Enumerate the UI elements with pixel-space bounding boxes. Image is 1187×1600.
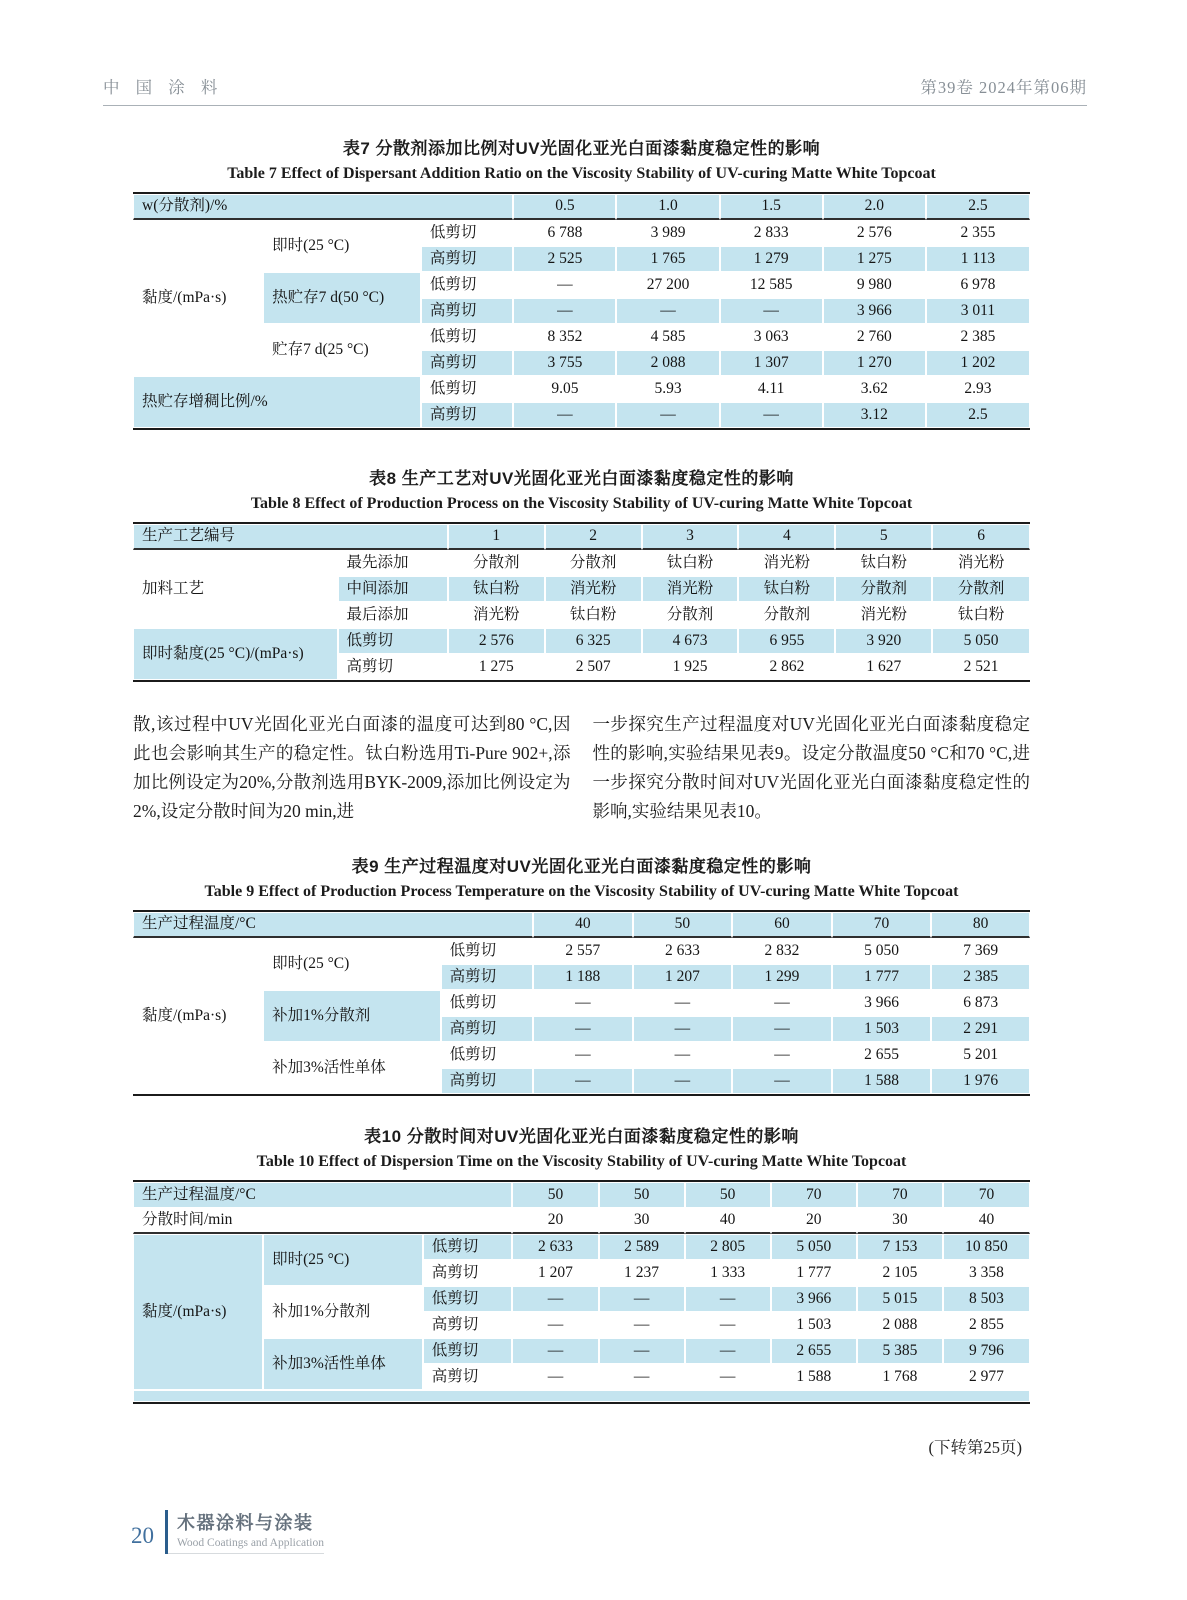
table-cell: — [732, 990, 832, 1016]
table-cell: 1 777 [771, 1260, 857, 1286]
table-cell: 1 503 [832, 1016, 932, 1042]
table10-title-en: Table 10 Effect of Dispersion Time on the Viscosity Stability of UV-curing Matte White Topcoat [256, 1153, 907, 1170]
table-cell: 70 [943, 1182, 1030, 1208]
table-cell: 1 925 [642, 654, 739, 680]
table-cell: 低剪切 [423, 1234, 513, 1260]
table-cell: 低剪切 [441, 938, 533, 964]
table-cell: 热贮存7 d(50 °C) [263, 272, 421, 324]
page-footer [131, 1509, 324, 1554]
footer-section-zh: 木器涂料与涂装 [177, 1513, 314, 1533]
table-cell: 3 966 [823, 298, 926, 324]
table-cell: 分散剂 [448, 550, 545, 576]
table-cell: 40 [533, 912, 633, 938]
table-cell: — [685, 1286, 771, 1312]
table-cell: 低剪切 [338, 628, 448, 654]
table-cell: 5 050 [832, 938, 932, 964]
table-cell: 8 352 [513, 324, 616, 350]
table-cell: 高剪切 [421, 246, 513, 272]
table7-title-zh: 表7 分散剂添加比例对UV光固化亚光白面漆黏度稳定性的影响 [342, 139, 821, 158]
table-cell: 1.5 [720, 194, 823, 220]
table-cell: 钛白粉 [835, 550, 932, 576]
table-cell: — [533, 1016, 633, 1042]
table-cell: 1 333 [685, 1260, 771, 1286]
table-cell: 2 655 [771, 1338, 857, 1364]
table-cell: 2.5 [926, 194, 1030, 220]
table-cell: — [616, 402, 719, 428]
footer-section-en: Wood Coatings and Application [177, 1537, 324, 1549]
table-cell: 3 358 [943, 1260, 1030, 1286]
table-cell: 2 385 [926, 324, 1030, 350]
table-cell: 即时(25 °C) [263, 938, 441, 990]
table-cell: 4.11 [720, 376, 823, 402]
table-cell: 2 655 [832, 1042, 932, 1068]
table-cell: — [720, 298, 823, 324]
table-10 [133, 1180, 1030, 1404]
table-cell: 5 385 [857, 1338, 943, 1364]
table-cell: 分散剂 [835, 576, 932, 602]
table-cell: — [732, 1016, 832, 1042]
table9-title-zh: 表9 生产过程温度对UV光固化亚光白面漆黏度稳定性的影响 [351, 857, 812, 876]
table-cell: — [633, 1016, 733, 1042]
table-cell: 补加3%活性单体 [263, 1042, 441, 1094]
journal-name: 中 国 涂 料 [103, 78, 224, 97]
table-cell: — [512, 1312, 598, 1338]
paragraph-left-column: 散,该过程中UV光固化亚光白面漆的温度可达到80 °C,因此也会影响其生产的稳定性。钛白粉选用Ti-Pure 902+,添加比例设定为20%,分散剂选用BYK-2009,添加比例设定为2%,设定分散时间为20 min,进 [133, 714, 571, 821]
table-cell: 消光粉 [545, 576, 642, 602]
table-cell: 30 [599, 1208, 685, 1234]
table-cell: — [512, 1338, 598, 1364]
table-cell: — [732, 1042, 832, 1068]
table-cell: 70 [771, 1182, 857, 1208]
table-cell: 1 275 [448, 654, 545, 680]
table-cell [133, 1390, 1030, 1402]
table-cell: 8 503 [943, 1286, 1030, 1312]
table-cell: 2 633 [633, 938, 733, 964]
table9-section [133, 852, 1030, 1096]
table-cell: 3 755 [513, 350, 616, 376]
table-cell: — [513, 298, 616, 324]
table-cell: — [513, 272, 616, 298]
table-cell: 即时(25 °C) [263, 1234, 423, 1286]
table-cell: 1 188 [533, 964, 633, 990]
table-cell: 3 063 [720, 324, 823, 350]
table-cell: 低剪切 [421, 272, 513, 298]
table-cell: 2 832 [732, 938, 832, 964]
table-cell: 2 760 [823, 324, 926, 350]
table7-title-en: Table 7 Effect of Dispersant Addition Ratio on the Viscosity Stability of UV-curing Matte White Topcoat [227, 165, 936, 182]
table-cell: 1 270 [823, 350, 926, 376]
table-cell: 70 [857, 1182, 943, 1208]
table-cell: 1 275 [823, 246, 926, 272]
table-cell: 5 015 [857, 1286, 943, 1312]
body-text [133, 710, 1030, 826]
table-cell: 生产过程温度/°C [133, 1182, 512, 1208]
table-cell: 60 [732, 912, 832, 938]
table-cell: 2 589 [599, 1234, 685, 1260]
table-cell: 低剪切 [441, 1042, 533, 1068]
table-cell: 2 855 [943, 1312, 1030, 1338]
table-9 [133, 910, 1030, 1096]
table-cell: — [599, 1338, 685, 1364]
table-cell: 6 788 [513, 220, 616, 246]
table-cell: 分散剂 [738, 602, 835, 628]
table-cell: 最先添加 [338, 550, 448, 576]
table-cell: 低剪切 [421, 324, 513, 350]
table-cell: 4 673 [642, 628, 739, 654]
table-cell: 2 557 [533, 938, 633, 964]
table-cell: 20 [771, 1208, 857, 1234]
table-cell: 1 207 [633, 964, 733, 990]
table-cell: 10 850 [943, 1234, 1030, 1260]
table-cell: 黏度/(mPa·s) [133, 938, 263, 1094]
table-cell: 钛白粉 [545, 602, 642, 628]
table-cell: 2 521 [932, 654, 1030, 680]
table-cell: 12 585 [720, 272, 823, 298]
table-cell: w(分散剂)/% [133, 194, 513, 220]
table-cell: 钛白粉 [738, 576, 835, 602]
table-cell: 最后添加 [338, 602, 448, 628]
table-cell: 高剪切 [421, 402, 513, 428]
table-cell: 20 [512, 1208, 598, 1234]
table-cell: 1 627 [835, 654, 932, 680]
table-cell: 中间添加 [338, 576, 448, 602]
table-cell: 1 237 [599, 1260, 685, 1286]
table-cell: 50 [599, 1182, 685, 1208]
table-7 [133, 192, 1030, 430]
table-cell: 7 369 [931, 938, 1030, 964]
table-cell: 2 862 [738, 654, 835, 680]
table-cell: 1 307 [720, 350, 823, 376]
table-cell: 3 966 [832, 990, 932, 1016]
table-cell: 9.05 [513, 376, 616, 402]
table-cell: 3 966 [771, 1286, 857, 1312]
table-cell: 2 576 [823, 220, 926, 246]
table-cell: 即时(25 °C) [263, 220, 421, 272]
table-cell: 9 980 [823, 272, 926, 298]
table-cell: 9 796 [943, 1338, 1030, 1364]
page-header [103, 74, 1087, 106]
table7-section [133, 134, 1030, 430]
table-8 [133, 522, 1030, 682]
table10-section [133, 1122, 1030, 1404]
table-cell: 1 [448, 524, 545, 550]
table-cell: 补加3%活性单体 [263, 1338, 423, 1390]
table-cell: 黏度/(mPa·s) [133, 1234, 263, 1390]
table-cell: — [685, 1312, 771, 1338]
table-cell: 高剪切 [423, 1312, 513, 1338]
table-cell: 3.62 [823, 376, 926, 402]
table-cell: 2 291 [931, 1016, 1030, 1042]
table-cell: 80 [931, 912, 1030, 938]
page-number: 20 [131, 1522, 154, 1548]
table-cell: 消光粉 [448, 602, 545, 628]
table-cell: 1.0 [616, 194, 719, 220]
table-cell: 1 777 [832, 964, 932, 990]
table-cell: 5.93 [616, 376, 719, 402]
table-cell: 高剪切 [421, 298, 513, 324]
data-table [133, 194, 1030, 428]
table-cell: 6 955 [738, 628, 835, 654]
table-cell: 钛白粉 [448, 576, 545, 602]
table-cell: 3 011 [926, 298, 1030, 324]
data-table [133, 912, 1030, 1094]
data-table [133, 1182, 1030, 1402]
table-cell: 消光粉 [835, 602, 932, 628]
table-cell: 4 [738, 524, 835, 550]
table-cell: 钛白粉 [932, 602, 1030, 628]
table10-title-zh: 表10 分散时间对UV光固化亚光白面漆黏度稳定性的影响 [364, 1127, 799, 1146]
table-cell: 2 805 [685, 1234, 771, 1260]
table-cell: 3 [642, 524, 739, 550]
table-cell: 4 585 [616, 324, 719, 350]
data-table [133, 524, 1030, 680]
table-cell: — [533, 1042, 633, 1068]
table-cell: 2.0 [823, 194, 926, 220]
table-cell: 高剪切 [421, 350, 513, 376]
table-cell: 2 385 [931, 964, 1030, 990]
table-cell: 5 050 [771, 1234, 857, 1260]
table-cell: 黏度/(mPa·s) [133, 220, 263, 376]
table-cell: 40 [943, 1208, 1030, 1234]
table-cell: 30 [857, 1208, 943, 1234]
table-cell: 2 355 [926, 220, 1030, 246]
table-cell: 高剪切 [441, 964, 533, 990]
table-cell: 高剪切 [338, 654, 448, 680]
table-cell: 热贮存增稠比例/% [133, 376, 421, 428]
table-cell: 2 [545, 524, 642, 550]
table-cell: 2 088 [616, 350, 719, 376]
table-cell: 消光粉 [932, 550, 1030, 576]
table-cell: — [599, 1286, 685, 1312]
table-cell: 50 [633, 912, 733, 938]
table-cell: 5 201 [931, 1042, 1030, 1068]
table-cell: 1 588 [771, 1364, 857, 1390]
table-cell: 5 [835, 524, 932, 550]
table-cell: 低剪切 [421, 220, 513, 246]
table-cell: 1 503 [771, 1312, 857, 1338]
table-cell: 2.93 [926, 376, 1030, 402]
table-cell: 1 207 [512, 1260, 598, 1286]
table-cell: 生产工艺编号 [133, 524, 448, 550]
table-cell: 补加1%分散剂 [263, 990, 441, 1042]
table-cell: 2 105 [857, 1260, 943, 1286]
table-cell: 40 [685, 1208, 771, 1234]
table-cell: 1 113 [926, 246, 1030, 272]
table-cell: 50 [512, 1182, 598, 1208]
volume-issue: 第39卷 2024年第06期 [920, 78, 1087, 97]
table-cell: 1 765 [616, 246, 719, 272]
table8-section [133, 464, 1030, 682]
table-cell: 即时黏度(25 °C)/(mPa·s) [133, 628, 338, 680]
table-cell: — [633, 990, 733, 1016]
table-cell: 1 768 [857, 1364, 943, 1390]
table-cell: — [720, 402, 823, 428]
table-cell: 50 [685, 1182, 771, 1208]
table-cell: 70 [832, 912, 932, 938]
table-cell: 27 200 [616, 272, 719, 298]
table8-title-zh: 表8 生产工艺对UV光固化亚光白面漆黏度稳定性的影响 [369, 469, 794, 488]
table-cell: 低剪切 [423, 1338, 513, 1364]
table-cell: 3.12 [823, 402, 926, 428]
table-cell: 加料工艺 [133, 550, 338, 628]
table-cell: 2 576 [448, 628, 545, 654]
table-cell: — [633, 1068, 733, 1094]
table-cell: — [599, 1312, 685, 1338]
table-cell: 2 977 [943, 1364, 1030, 1390]
table-cell: 低剪切 [421, 376, 513, 402]
table-cell: 1 299 [732, 964, 832, 990]
table-cell: 高剪切 [441, 1016, 533, 1042]
table-cell: 2 525 [513, 246, 616, 272]
table-cell: — [512, 1286, 598, 1312]
table-cell: 分散剂 [545, 550, 642, 576]
table-cell: 6 978 [926, 272, 1030, 298]
table-cell: 7 153 [857, 1234, 943, 1260]
table-cell: 生产过程温度/°C [133, 912, 533, 938]
table-cell: 贮存7 d(25 °C) [263, 324, 421, 376]
table-cell: 1 588 [832, 1068, 932, 1094]
table-cell: 1 976 [931, 1068, 1030, 1094]
table-cell: 分散剂 [932, 576, 1030, 602]
table-cell: 2 833 [720, 220, 823, 246]
table-cell: — [599, 1364, 685, 1390]
table-cell: 3 989 [616, 220, 719, 246]
table-cell: — [533, 1068, 633, 1094]
table-cell: 高剪切 [423, 1364, 513, 1390]
table-cell: 消光粉 [642, 576, 739, 602]
table-cell: 补加1%分散剂 [263, 1286, 423, 1338]
table-cell: 低剪切 [423, 1286, 513, 1312]
table-cell: — [685, 1338, 771, 1364]
table-cell: — [533, 990, 633, 1016]
table-cell: 6 325 [545, 628, 642, 654]
table-cell: 高剪切 [441, 1068, 533, 1094]
table-cell: 2 507 [545, 654, 642, 680]
table-cell: — [513, 402, 616, 428]
table-cell: — [732, 1068, 832, 1094]
table-cell: 6 873 [931, 990, 1030, 1016]
footer-section [168, 1509, 324, 1554]
table-cell: 3 920 [835, 628, 932, 654]
table-cell: — [633, 1042, 733, 1068]
table-cell: 钛白粉 [642, 550, 739, 576]
table-cell: 高剪切 [423, 1260, 513, 1286]
page-content [133, 120, 1030, 1458]
table-cell: 1 279 [720, 246, 823, 272]
table-cell: — [685, 1364, 771, 1390]
table-cell: — [616, 298, 719, 324]
table-cell: 消光粉 [738, 550, 835, 576]
table-cell: — [512, 1364, 598, 1390]
table-cell: 2.5 [926, 402, 1030, 428]
table8-title-en: Table 8 Effect of Production Process on the Viscosity Stability of UV-curing Matte White Topcoat [250, 495, 913, 512]
continuation-note: (下转第25页) [928, 1438, 1022, 1457]
table-cell: 5 050 [932, 628, 1030, 654]
table-cell: 低剪切 [441, 990, 533, 1016]
table-cell: 2 633 [512, 1234, 598, 1260]
table-cell: 6 [932, 524, 1030, 550]
table-cell: 分散剂 [642, 602, 739, 628]
paragraph-right-column: 一步探究生产过程温度对UV光固化亚光白面漆黏度稳定性的影响,实验结果见表9。设定分散温度50 °C和70 °C,进一步探究分散时间对UV光固化亚光白面漆黏度稳定性的影响,实验结果见表10。 [592, 714, 1030, 821]
table-cell: 0.5 [513, 194, 616, 220]
table9-title-en: Table 9 Effect of Production Process Temperature on the Viscosity Stability of UV-curing Matte White Topcoat [204, 883, 959, 900]
table-cell: 1 202 [926, 350, 1030, 376]
table-cell: 2 088 [857, 1312, 943, 1338]
table-cell: 分散时间/min [133, 1208, 512, 1234]
